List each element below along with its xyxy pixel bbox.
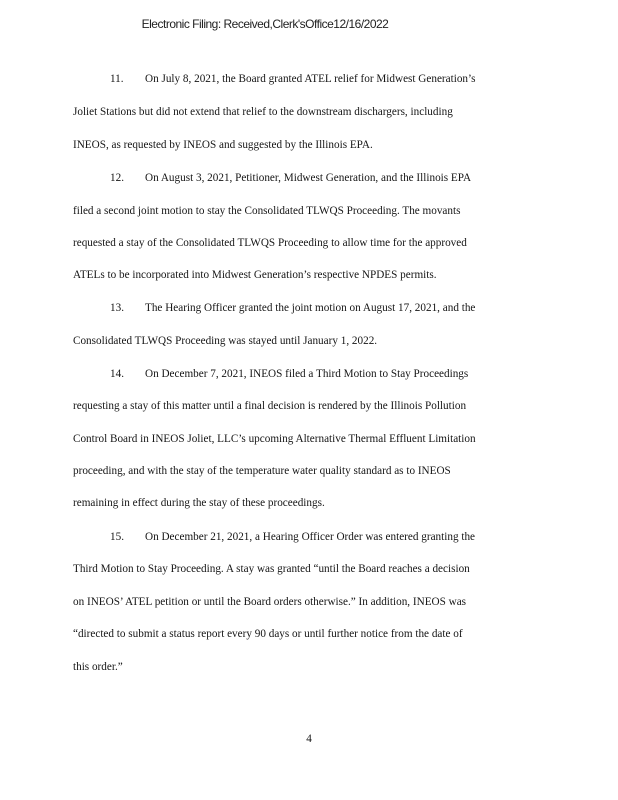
- paragraph-text-line: Consolidated TLWQS Proceeding was stayed until January 1, 2022.: [73, 335, 378, 347]
- paragraph-text-line: On December 21, 2021, a Hearing Officer Order was entered granting the: [145, 531, 476, 543]
- paragraph-text-line: filed a second joint motion to stay the Consolidated TLWQS Proceeding. The movants: [73, 205, 461, 217]
- paragraph-text-line: Control Board in INEOS Joliet, LLC’s upcoming Alternative Thermal Effluent Limitation: [73, 433, 476, 445]
- paragraph-text-line: ATELs to be incorporated into Midwest Generation’s respective NPDES permits.: [73, 269, 437, 281]
- page-number: 4: [306, 733, 312, 745]
- paragraph-14-first-line: [110, 368, 468, 380]
- paragraph-text-line: On July 8, 2021, the Board granted ATEL relief for Midwest Generation’s: [145, 73, 476, 85]
- paragraph-11-first-line: [110, 73, 475, 85]
- paragraph-text-line: “directed to submit a status report every 90 days or until further notice from the date of: [73, 628, 463, 640]
- paragraph-number: 13.: [110, 302, 124, 314]
- paragraph-text-line: this order.”: [73, 661, 123, 673]
- paragraph-text-line: On August 3, 2021, Petitioner, Midwest Generation, and the Illinois EPA: [145, 172, 472, 184]
- paragraph-text-line: Third Motion to Stay Proceeding. A stay was granted “until the Board reaches a decision: [73, 563, 470, 575]
- paragraph-number: 11.: [110, 73, 124, 85]
- paragraph-text-line: Joliet Stations but did not extend that relief to the downstream dischargers, including: [73, 106, 453, 118]
- paragraph-text-line: requested a stay of the Consolidated TLWQS Proceeding to allow time for the approved: [73, 237, 467, 249]
- paragraph-text-line: proceeding, and with the stay of the temperature water quality standard as to INEOS: [73, 465, 451, 477]
- paragraph-number: 12.: [110, 172, 124, 184]
- paragraph-text-line: INEOS, as requested by INEOS and suggested by the Illinois EPA.: [73, 139, 373, 151]
- paragraph-text-line: The Hearing Officer granted the joint motion on August 17, 2021, and the: [145, 302, 476, 314]
- paragraph-text-line: On December 7, 2021, INEOS filed a Third Motion to Stay Proceedings: [145, 368, 469, 380]
- paragraph-number: 15.: [110, 531, 124, 543]
- filing-stamp-header: Electronic Filing: Received,Clerk'sOffice12/16/2022: [141, 17, 389, 31]
- paragraph-text-line: requesting a stay of this matter until a final decision is rendered by the Illinois Pollution: [73, 400, 467, 412]
- paragraph-number: 14.: [110, 368, 124, 380]
- paragraph-13-first-line: [110, 302, 475, 314]
- paragraph-15-first-line: [110, 531, 475, 543]
- paragraph-text-line: remaining in effect during the stay of these proceedings.: [73, 497, 325, 509]
- paragraph-12-first-line: [110, 172, 471, 184]
- paragraph-text-line: on INEOS’ ATEL petition or until the Board orders otherwise.” In addition, INEOS was: [73, 596, 467, 608]
